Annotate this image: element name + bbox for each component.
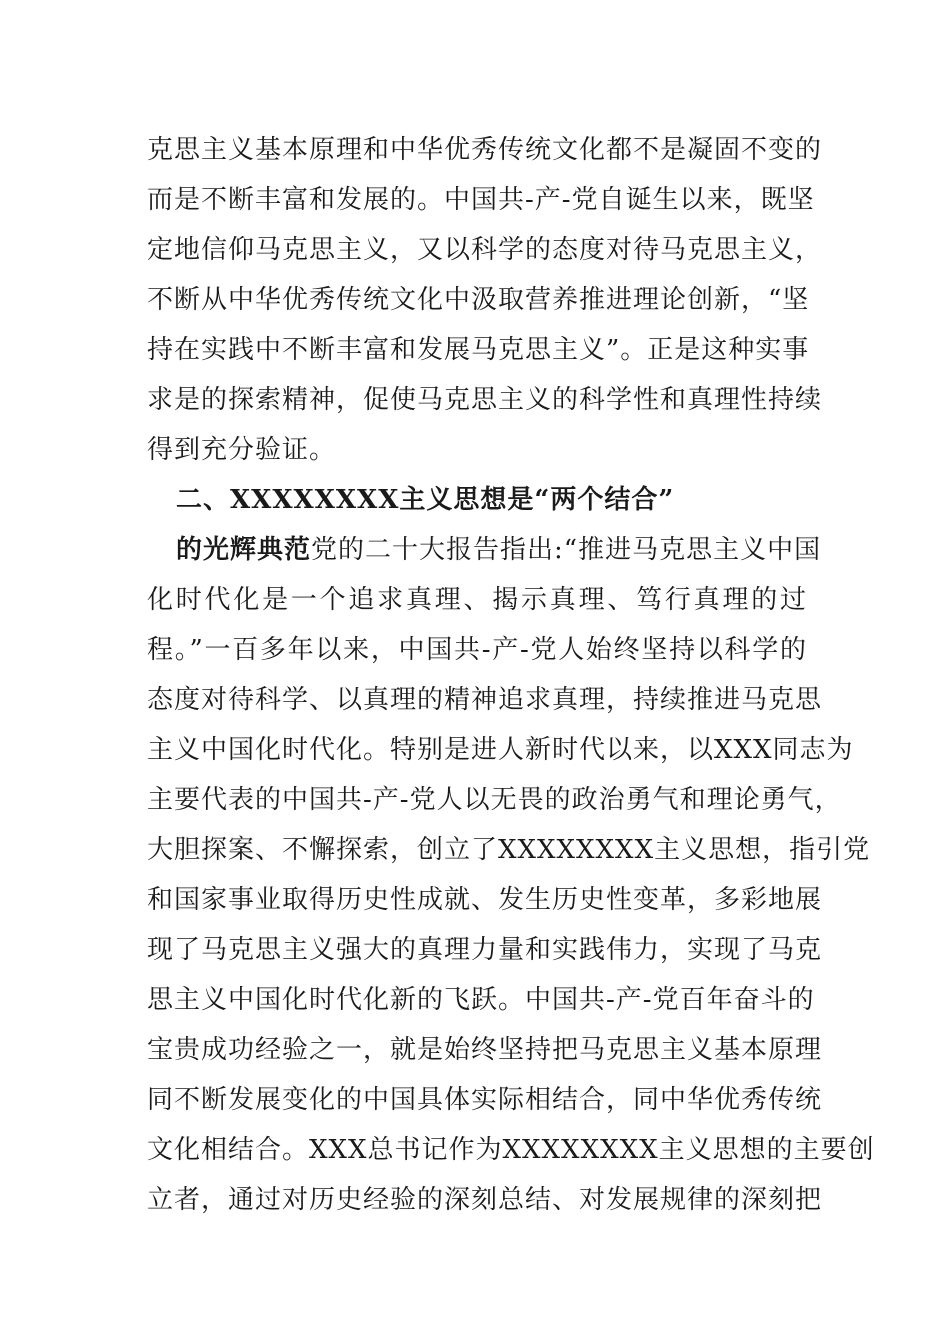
paragraph-line: 立者，通过对历史经验的深刻总结、对发展规律的深刻把 (147, 1185, 823, 1215)
paragraph-line: 同不断发展变化的中国具体实际相结合，同中华优秀传统 (147, 1085, 823, 1115)
paragraph-line: 不断从中华优秀传统文化中汲取营养推进理论创新，“坚 (147, 285, 810, 315)
paragraph-line: 程。”一百多年以来，中国共-产-党人始终坚持以科学的 (147, 635, 807, 665)
paragraph-line: 和国家事业取得历史性成就、发生历史性变革，多彩地展 (147, 885, 823, 915)
paragraph-line: 现了马克思主义强大的真理力量和实践伟力，实现了马克 (147, 935, 823, 965)
paragraph-line: 持在实践中不断丰富和发展马克思主义”。正是这种实事 (147, 335, 810, 365)
section-heading: 二、XXXXXXXX主义思想是“两个结合” (176, 485, 675, 515)
paragraph-text: 党的二十大报告指出:“推进马克思主义中国 (311, 535, 822, 565)
paragraph-line: 思主义中国化时代化新的飞跃。中国共-产-党百年奋斗的 (147, 985, 815, 1015)
paragraph-line: 化时代化是一个追求真理、揭示真理、笃行真理的过 (147, 585, 807, 615)
paragraph-line: 宝贵成功经验之一，就是始终坚持把马克思主义基本原理 (147, 1035, 823, 1065)
paragraph-line: 态度对待科学、以真理的精神追求真理，持续推进马克思 (147, 685, 823, 715)
paragraph-line: 而是不断丰富和发展的。中国共-产-党自诞生以来，既坚 (147, 185, 815, 215)
paragraph-line: 大胆探案、不懈探索，创立了XXXXXXXX主义思想，指引党 (147, 835, 871, 865)
paragraph-line: 定地信仰马克思主义，又以科学的态度对待马克思主义， (147, 235, 823, 265)
paragraph-line: 求是的探索精神，促使马克思主义的科学性和真理性持续 (147, 385, 823, 415)
paragraph-line: 得到充分验证。 (147, 435, 337, 465)
section-heading-continued: 的光辉典范 (176, 535, 312, 565)
paragraph-line: 主义中国化时代化。特别是进人新时代以来，以XXX同志为 (147, 735, 854, 765)
paragraph-line: 主要代表的中国共-产-党人以无畏的政治勇气和理论勇气， (147, 785, 842, 815)
heading-continuation-line (176, 525, 822, 575)
paragraph-line: 文化相结合。XXX总书记作为XXXXXXXX主义思想的主要创 (147, 1135, 875, 1165)
paragraph-line: 克思主义基本原理和中华优秀传统文化都不是凝固不变的 (147, 135, 823, 165)
